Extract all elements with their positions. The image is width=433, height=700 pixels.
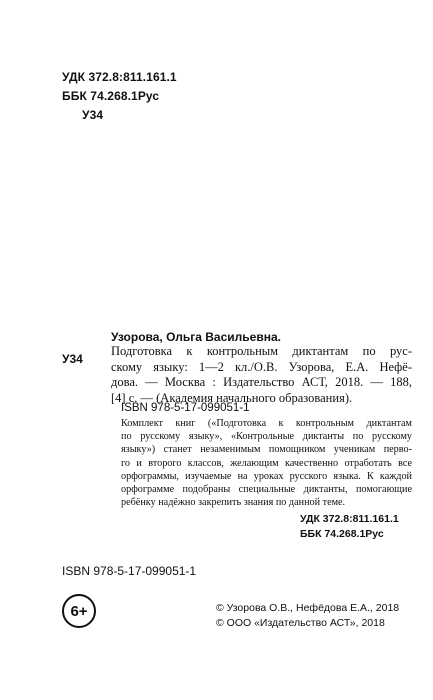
card-author: Узорова, Ольга Васильевна. [111, 330, 281, 344]
copyright-authors: © Узорова О.В., Нефёдова Е.А., 2018 [216, 602, 400, 614]
bbk-code-bottom: ББК 74.268.1Рус [300, 528, 384, 540]
card-index: У34 [62, 352, 83, 366]
annotation-line: орфограмме подобраны специальные диктанты, помогающие [121, 484, 412, 496]
description-line: дова. — Москва : Издательство АСТ, 2018. — 188, [111, 375, 412, 389]
annotation-line: орфограммы, изучаемые на уроках русского языка. К каждой [121, 470, 412, 482]
card-isbn: ISBN 978-5-17-099051-1 [121, 402, 250, 414]
annotation-line: ребёнку надёжно закрепить знания по данной теме. [121, 497, 346, 509]
description-line: [4] с. — (Академия начального образования). [111, 390, 353, 405]
isbn-bottom: ISBN 978-5-17-099051-1 [62, 564, 197, 578]
description-line: скому языку: 1—2 кл./О.В. Узорова, Е.А. Нефё- [111, 359, 412, 374]
udk-code-bottom: УДК 372.8:811.161.1 [300, 513, 399, 525]
annotation-line: Комплект книг («Подготовка к контрольным диктантам [121, 418, 412, 429]
author-mark: У34 [82, 108, 104, 122]
annotation-line: го и второго классов, желающим качественно отработать все [121, 457, 412, 469]
bbk-code: ББК 74.268.1Рус [62, 89, 160, 103]
annotation-line: по русскому языку», «Контрольные диктанты по русскому [121, 431, 412, 443]
card-description [111, 344, 412, 406]
card-annotation [121, 417, 412, 509]
age-rating-badge: 6+ [62, 594, 96, 628]
annotation-line: языку») станет незаменимым помощником ученикам перво- [121, 444, 412, 456]
copyright-publisher: © ООО «Издательство АСТ», 2018 [216, 617, 385, 629]
udk-code: УДК 372.8:811.161.1 [62, 70, 177, 84]
description-line: Подготовка к контрольным диктантам по рус- [111, 344, 412, 358]
